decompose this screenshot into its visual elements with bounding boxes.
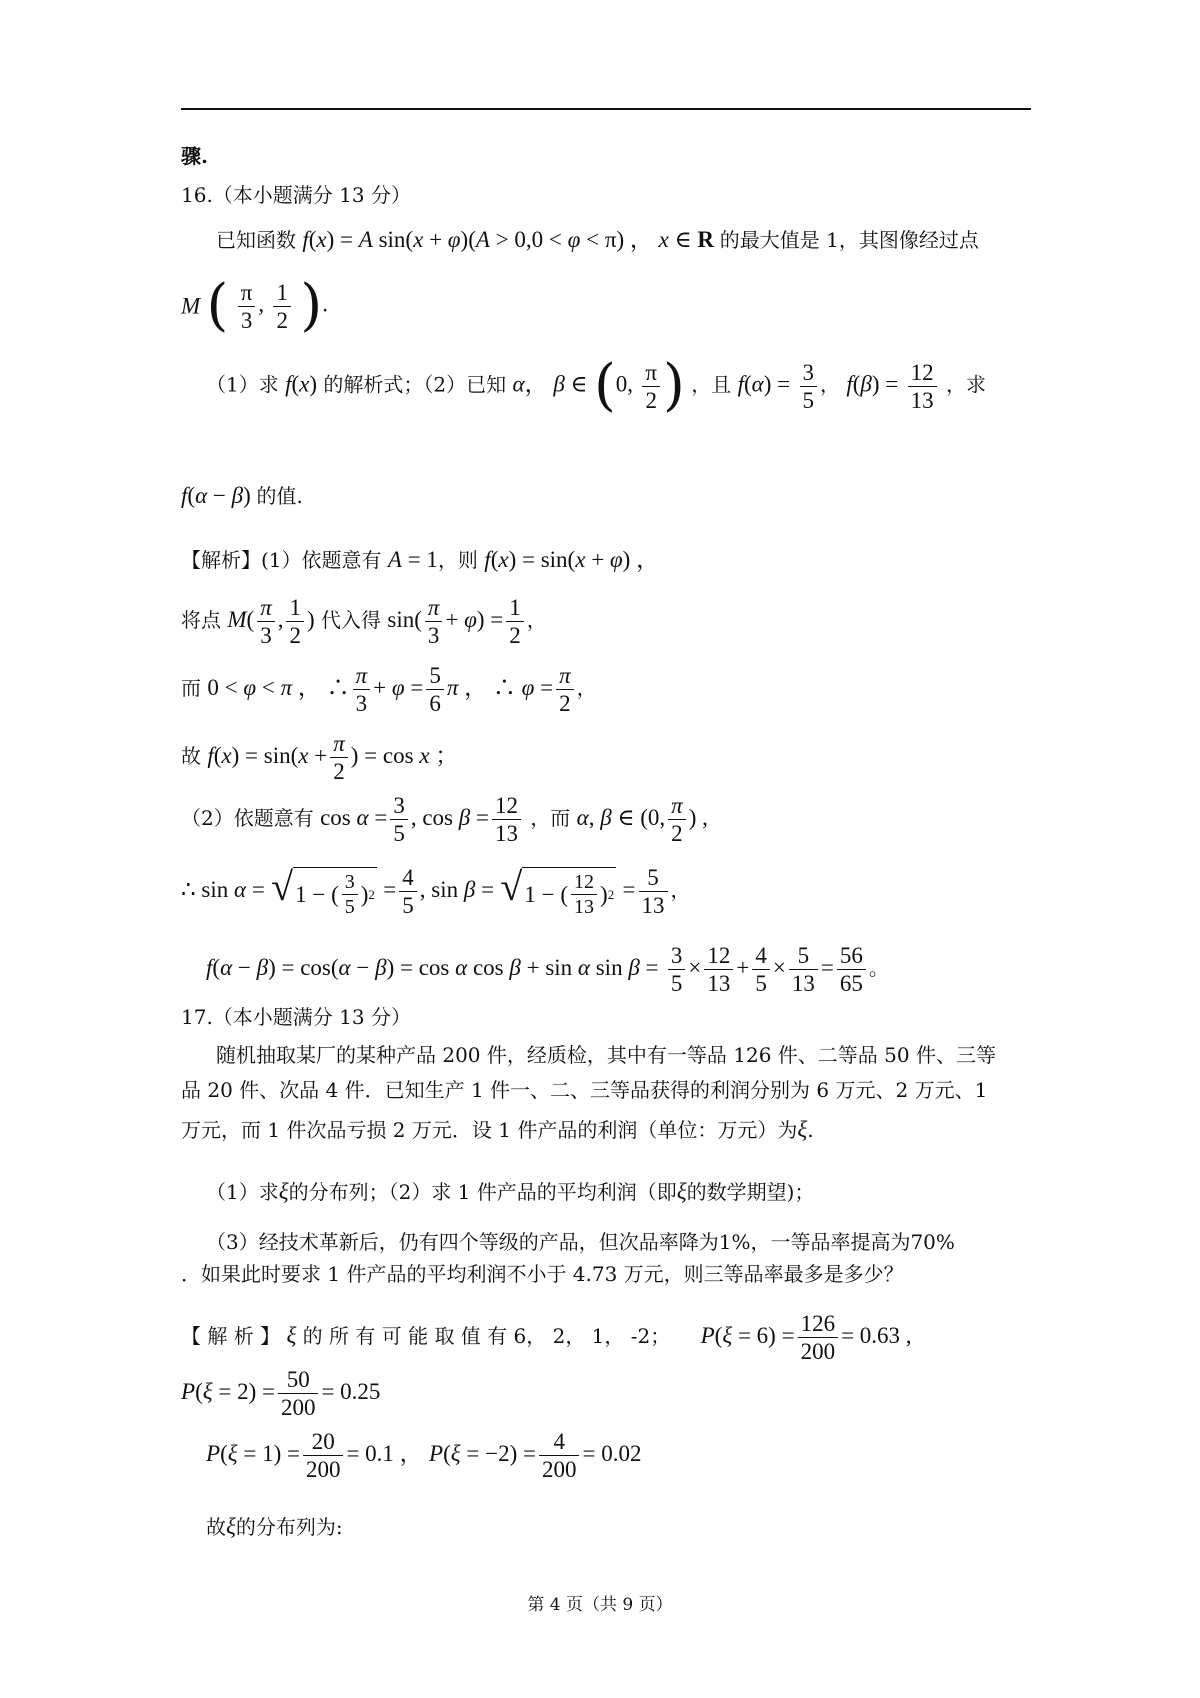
q17-line1: 随机抽取某厂的某种产品 200 件，经质检，其中有一等品 126 件、二等品 50 件、三等 xyxy=(216,1043,996,1067)
q17-sub3: （3）经技术革新后，仍有四个等级的产品，但次品率降为1%，一等品率提高为70% xyxy=(206,1230,955,1254)
q16-text-b: 的最大值是 1，其图像经过点 xyxy=(719,228,979,252)
s16-text2b: 代入得 xyxy=(321,608,382,632)
page-footer: 第 4 页（共 9 页） xyxy=(527,1595,673,1615)
q17-text3: 万元，而 1 件次品亏损 2 万元．设 1 件产品的利润（单位：万元）为 xyxy=(181,1118,798,1142)
s16-line4: 故 f(x) = sin(x + $\frac{\pi}{2}$ ) = cos x ； xyxy=(181,731,459,784)
continuation-text: 骤. xyxy=(181,144,208,168)
s16-line2: 将点 M( $\frac{\pi}{3}$ , $\frac{1}{2}$ ) 代入得 sin( $\frac{\pi}{3}$ + φ) = $\frac{1}{2}$ ， xyxy=(181,595,547,648)
q17-q1-text-c: 的数学期望)； xyxy=(686,1180,815,1204)
q16-point-m: M ( $\frac{\pi}{3}$ , $\frac{1}{2}$ ). xyxy=(181,273,328,338)
q16-subquestions: （1）求 f(x) 的解析式；（2）已知 α， β ∈ (0, $\frac{\pi}{2}$ ) ，且 f(α) = $\frac{3}{5}$ ， f(β) = $\frac{12}{13}$ ，求 xyxy=(206,353,986,418)
q17-q1-text-b: 的分布列；（2）求 1 件产品的平均利润（即 xyxy=(288,1180,677,1204)
q17-q1-text: （1）求 xyxy=(206,1180,279,1204)
q16-text: 已知函数 xyxy=(216,228,296,252)
header-rule xyxy=(181,108,1031,110)
s16-text1b: ，则 xyxy=(437,548,478,572)
q17-line3: 万元，而 1 件次品亏损 2 万元．设 1 件产品的利润（单位：万元）为ξ. xyxy=(181,1117,814,1142)
s16-line3: 而 0 < φ < π ， ∴ $\frac{\pi}{3}$ + φ = $\frac{5}{6}$ π ， ∴ φ = $\frac{\pi}{2}$ ， xyxy=(181,663,597,716)
s16-line7: f(α − β) = cos(α − β) = cos α cos β + sin α sin β = $\frac{3}{5}$ × $\frac{12}{13}$ + $\frac{4}{5}$ × $\frac{5}{13}$ = $\frac{56}{65}$ 。 xyxy=(206,943,889,996)
s17-text-last-b: 的分布列为: xyxy=(235,1515,343,1539)
q16-q1-text-d: ，求 xyxy=(946,372,986,397)
q17-sub3-cont: ．如果此时要求 1 件产品的平均利润不小于 4.73 万元，则三等品率最多是多少？ xyxy=(181,1262,904,1286)
s17-line1: 【 解 析 】 ξ 的 所 有 可 能 取 值 有 6， 2， 1， -2； P(ξ = 6) = $\frac{126}{200}$ = 0.63 , xyxy=(181,1311,912,1364)
s17-last: 故ξ的分布列为: xyxy=(206,1514,343,1539)
s17-line2: P(ξ = 2) = $\frac{50}{200}$ = 0.25 xyxy=(181,1367,381,1420)
s16-line5: （2）依题意有 cos α = $\frac{3}{5}$ , cos β = $\frac{12}{13}$ ，而 α, β ∈ (0, $\frac{\pi}{2}$ ) , xyxy=(181,793,708,846)
s17-line3: P(ξ = 1) = $\frac{20}{200}$ = 0.1 ， P(ξ = −2) = $\frac{4}{200}$ = 0.02 xyxy=(206,1429,642,1482)
s16-text4: 故 xyxy=(181,744,201,768)
s16-text3: 而 xyxy=(181,676,201,700)
q16-q1-text: （1）求 xyxy=(206,372,279,397)
q16-statement-line1: 已知函数 f(x) = A sin(x + φ)(A > 0,0 < φ < π) ， x ∈ R 的最大值是 1，其图像经过点 xyxy=(216,227,979,252)
s17-text-last-a: 故 xyxy=(206,1515,226,1539)
s16-text2: 将点 xyxy=(181,608,221,632)
q16-q1-text-c: ，且 xyxy=(691,372,732,397)
q16-q1-text-b: 的解析式；（2）已知 xyxy=(323,372,507,397)
q16-heading: 16.（本小题满分 13 分） xyxy=(181,183,411,207)
s16-text5: （2）依题意有 xyxy=(181,806,314,830)
s16-text1: (1）依题意有 xyxy=(261,548,382,572)
solution-label: 【解析】 xyxy=(181,548,261,572)
q16-target: f(α − β) 的值. xyxy=(181,483,303,508)
q16-q1-text-e: 的值. xyxy=(256,484,303,508)
s16-text5b: ，而 xyxy=(530,806,571,830)
q17-sub12: （1）求ξ的分布列；（2）求 1 件产品的平均利润（即ξ的数学期望)； xyxy=(206,1179,815,1204)
s16-line1: 【解析】(1）依题意有 A = 1，则 f(x) = sin(x + φ) ， xyxy=(181,547,660,572)
q17-line2: 品 20 件、次品 4 件．已知生产 1 件一、二、三等品获得的利润分别为 6 万元、2 万元、1 xyxy=(181,1078,988,1102)
q17-heading: 17.（本小题满分 13 分） xyxy=(181,1005,411,1029)
s17-text1: 的 所 有 可 能 取 值 有 6， 2， 1， -2； xyxy=(302,1324,671,1348)
s16-line6: ∴ sin α = √ 1 − ( $\frac{3}{5}$ ) 2 = $\frac{4}{5}$ , sin β = √ 1 − ( $\frac{12}{13}$ ) 2 = $\frac{5}{13}$ ， xyxy=(181,863,691,918)
s17-label: 【 解 析 】 xyxy=(181,1324,281,1348)
